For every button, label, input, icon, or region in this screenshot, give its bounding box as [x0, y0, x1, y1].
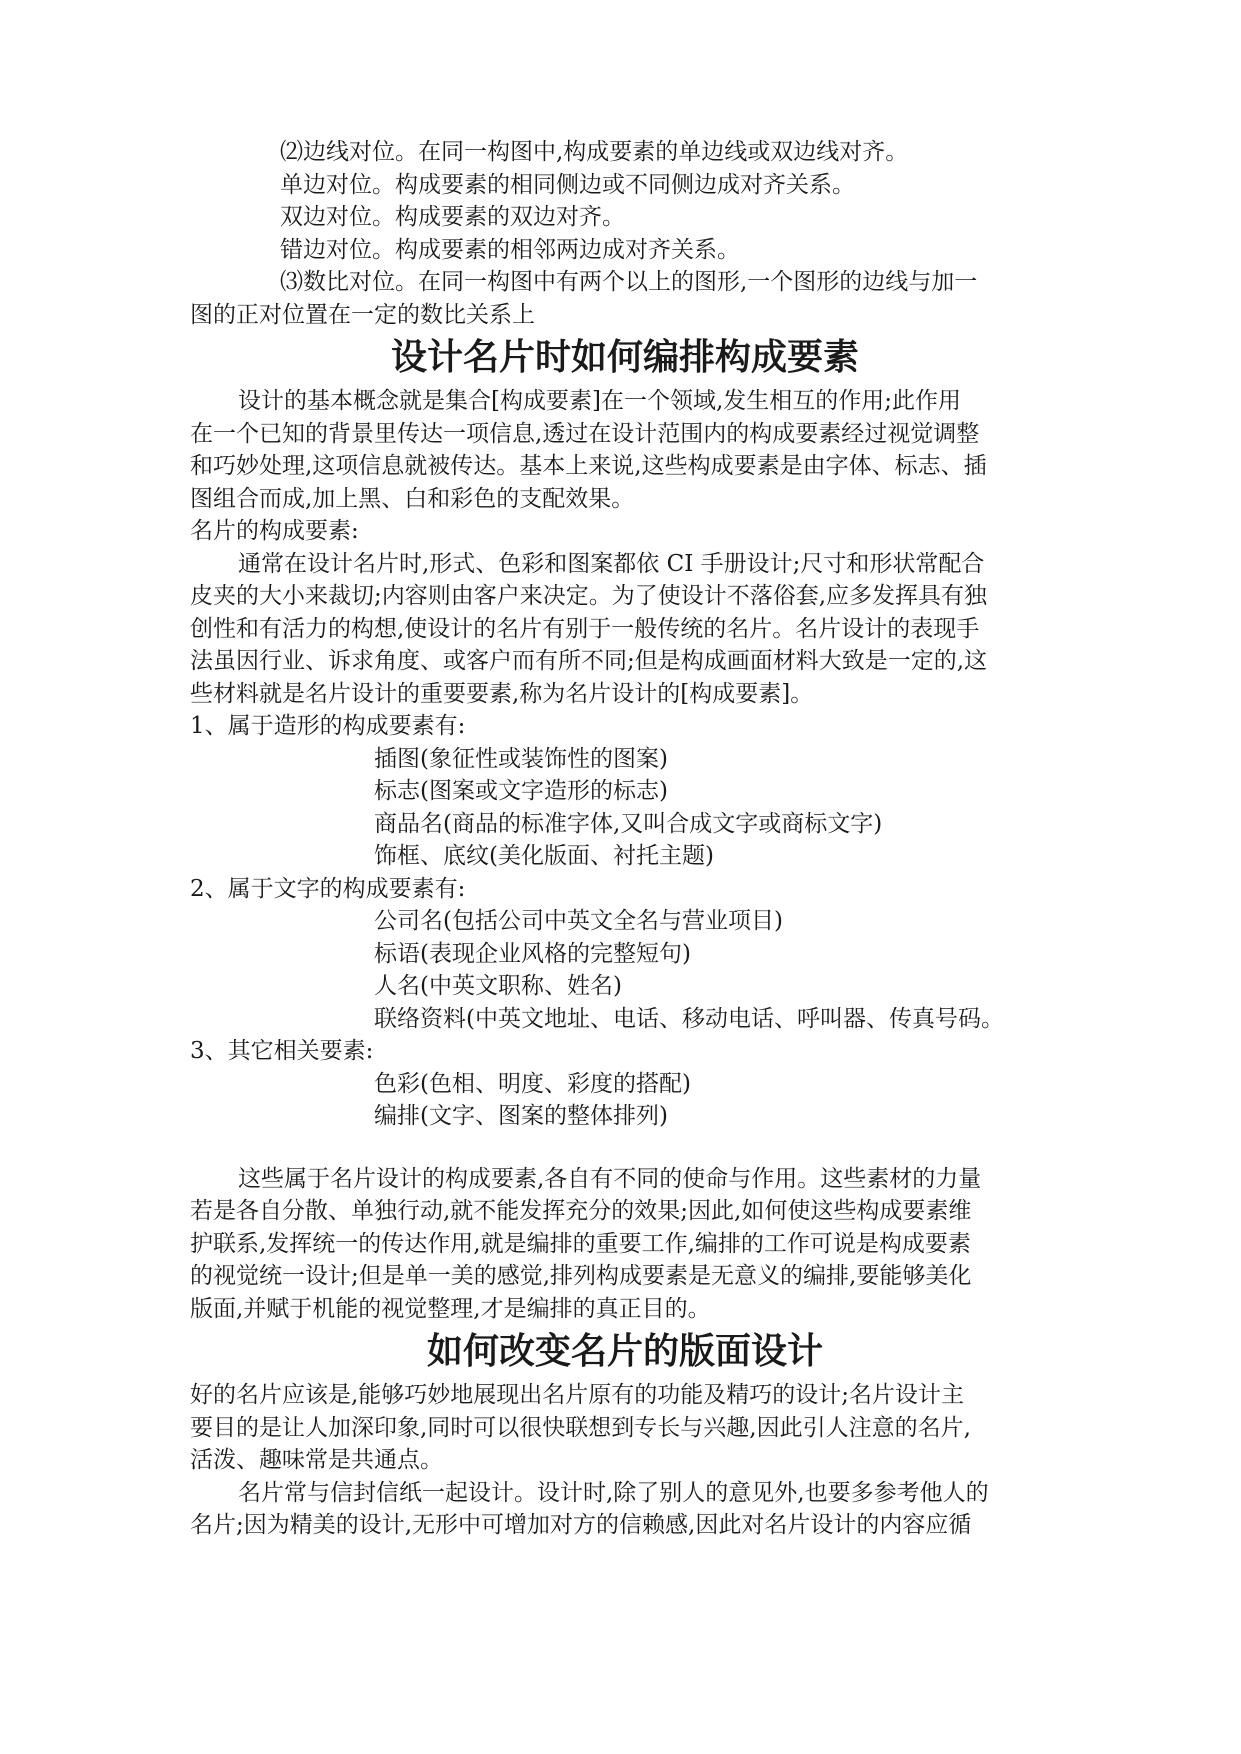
- section-title: 设计名片时如何编排构成要素: [390, 336, 859, 378]
- paragraph-line: 设计的基本概念就是集合[构成要素]在一个领域,发生相互的作用;此作用: [238, 388, 962, 414]
- subheading: 名片的构成要素:: [190, 518, 359, 544]
- list-item: 人名(中英文职称、姓名): [374, 973, 622, 999]
- paragraph-line: 图组合而成,加上黑、白和彩色的支配效果。: [190, 485, 635, 512]
- list-heading: 3、其它相关要素:: [190, 1038, 374, 1064]
- list-item: 公司名(包括公司中英文全名与营业项目): [374, 908, 783, 934]
- list-heading: 1、属于造形的构成要素有:: [190, 713, 466, 739]
- paragraph-line: 法虽因行业、诉求角度、或客户而有所不同;但是构成画面材料大致是一定的,这: [190, 648, 988, 674]
- paragraph-line: 通常在设计名片时,形式、色彩和图案都依 CI 手册设计;尺寸和形状常配合: [238, 550, 985, 577]
- intro-line: 错边对位。构成要素的相邻两边成对齐关系。: [280, 236, 740, 263]
- list-item: 编排(文字、图案的整体排列): [374, 1103, 668, 1129]
- intro-line: 图的正对位置在一定的数比关系上: [190, 301, 535, 328]
- paragraph-line: 名片常与信封信纸一起设计。设计时,除了别人的意见外,也要多参考他人的: [238, 1479, 989, 1506]
- paragraph-line: 些材料就是名片设计的重要要素,称为名片设计的[构成要素]。: [190, 680, 814, 707]
- paragraph-line: 的视觉统一设计;但是单一美的感觉,排列构成要素是无意义的编排,要能够美化: [190, 1263, 972, 1289]
- paragraph-line: 这些属于名片设计的构成要素,各自有不同的使命与作用。这些素材的力量: [238, 1165, 982, 1192]
- section-title: 如何改变名片的版面设计: [426, 1330, 823, 1372]
- document-page: [190, 136, 1060, 1542]
- list-item: 饰框、底纹(美化版面、衬托主题): [374, 843, 714, 869]
- paragraph-line: 若是各自分散、单独行动,就不能发挥充分的效果;因此,如何使这些构成要素维: [190, 1198, 972, 1224]
- intro-line: 双边对位。构成要素的双边对齐。: [280, 204, 625, 230]
- paragraph-line: 创性和有活力的构想,使设计的名片有别于一般传统的名片。名片设计的表现手: [190, 615, 980, 642]
- list-heading: 2、属于文字的构成要素有:: [190, 875, 466, 902]
- paragraph-line: 活泼、趣味常是共通点。: [190, 1447, 443, 1473]
- list-item: 联络资料(中英文地址、电话、移动电话、呼叫器、传真号码。: [374, 1005, 1004, 1032]
- paragraph-line: 和巧妙处理,这项信息就被传达。基本上来说,这些构成要素是由字体、标志、插: [190, 453, 987, 479]
- intro-line: ⑶数比对位。在同一构图中有两个以上的图形,一个图形的边线与加一: [280, 269, 978, 295]
- paragraph-line: 要目的是让人加深印象,同时可以很快联想到专长与兴趣,因此引人注意的名片,: [190, 1414, 971, 1441]
- list-item: 商品名(商品的标准字体,又叫合成文字或商标文字): [374, 810, 883, 837]
- list-item: 标志(图案或文字造形的标志): [374, 778, 668, 804]
- paragraph-line: 护联系,发挥统一的传达作用,就是编排的重要工作,编排的工作可说是构成要素: [190, 1230, 971, 1257]
- list-item: 标语(表现企业风格的完整短句): [374, 940, 691, 967]
- intro-line: ⑵边线对位。在同一构图中,构成要素的单边线或双边线对齐。: [280, 139, 909, 165]
- paragraph-line: 好的名片应该是,能够巧妙地展现出名片原有的功能及精巧的设计;名片设计主: [190, 1382, 965, 1408]
- list-item: 插图(象征性或装饰性的图案): [374, 745, 668, 772]
- spacer: [190, 1133, 1060, 1163]
- intro-line: 单边对位。构成要素的相同侧边或不同侧边成对齐关系。: [280, 171, 855, 198]
- paragraph-line: 在一个已知的背景里传达一项信息,透过在设计范围内的构成要素经过视觉调整: [190, 420, 980, 447]
- paragraph-line: 皮夹的大小来裁切;内容则由客户来决定。为了使设计不落俗套,应多发挥具有独: [190, 583, 988, 609]
- list-item: 色彩(色相、明度、彩度的搭配): [374, 1070, 691, 1097]
- paragraph-line: 版面,并赋于机能的视觉整理,才是编排的真正目的。: [190, 1295, 711, 1322]
- paragraph-line: 名片;因为精美的设计,无形中可增加对方的信赖感,因此对名片设计的内容应循: [190, 1512, 972, 1538]
